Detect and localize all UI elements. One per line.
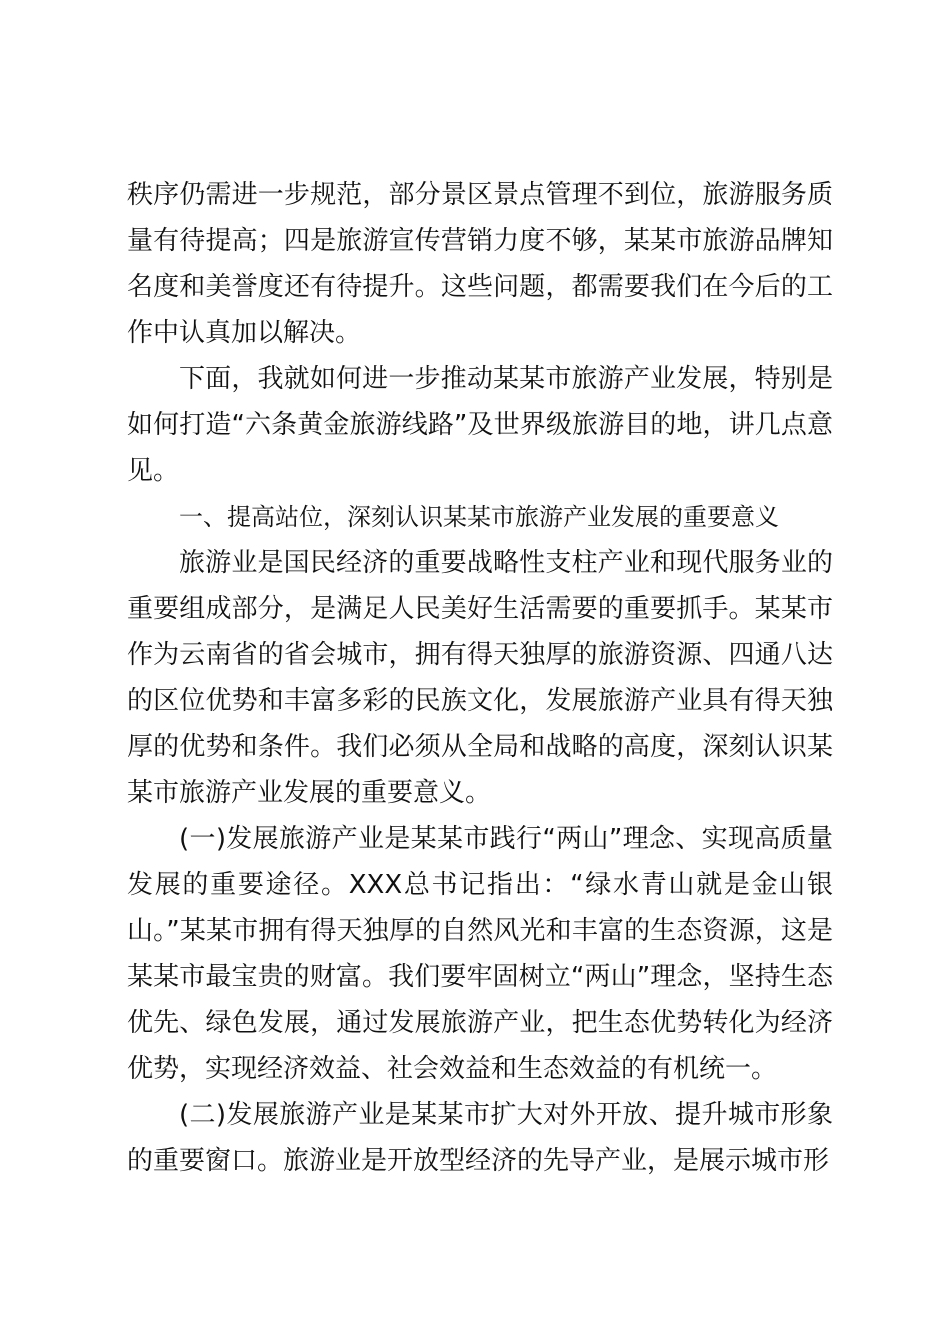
- paragraph-continuation: 秩序仍需进一步规范，部分景区景点管理不到位，旅游服务质量有待提高；四是旅游宣传营销力度不够，某某市旅游品牌知名度和美誉度还有待提升。这些问题，都需要我们在今后的工作中认真加以解决。: [127, 180, 833, 348]
- document-body: [127, 172, 833, 1184]
- paragraph-subsection-1: (一)发展旅游产业是某某市践行“两山”理念、实现高质量发展的重要途径。XXX总书记指出：“绿水青山就是金山银山。”某某市拥有得天独厚的自然风光和丰富的生态资源，这是某某市最宝贵的财富。我们要牢固树立“两山”理念，坚持生态优先、绿色发展，通过发展旅游产业，把生态优势转化为经济优势，实现经济效益、社会效益和生态效益的有机统一。: [127, 824, 833, 1084]
- section-heading-1: 一、提高站位，深刻认识某某市旅游产业发展的重要意义: [179, 503, 779, 531]
- paragraph-subsection-2: (二)发展旅游产业是某某市扩大对外开放、提升城市形象的重要窗口。旅游业是开放型经济的先导产业，是展示城市形: [127, 1100, 833, 1176]
- paragraph-intro: 下面，我就如何进一步推动某某市旅游产业发展，特别是如何打造“六条黄金旅游线路”及世界级旅游目的地，讲几点意见。: [127, 364, 833, 486]
- paragraph-tourism-importance: 旅游业是国民经济的重要战略性支柱产业和现代服务业的重要组成部分，是满足人民美好生活需要的重要抓手。某某市作为云南省的省会城市，拥有得天独厚的旅游资源、四通八达的区位优势和丰富多彩的民族文化，发展旅游产业具有得天独厚的优势和条件。我们必须从全局和战略的高度，深刻认识某某市旅游产业发展的重要意义。: [127, 548, 833, 808]
